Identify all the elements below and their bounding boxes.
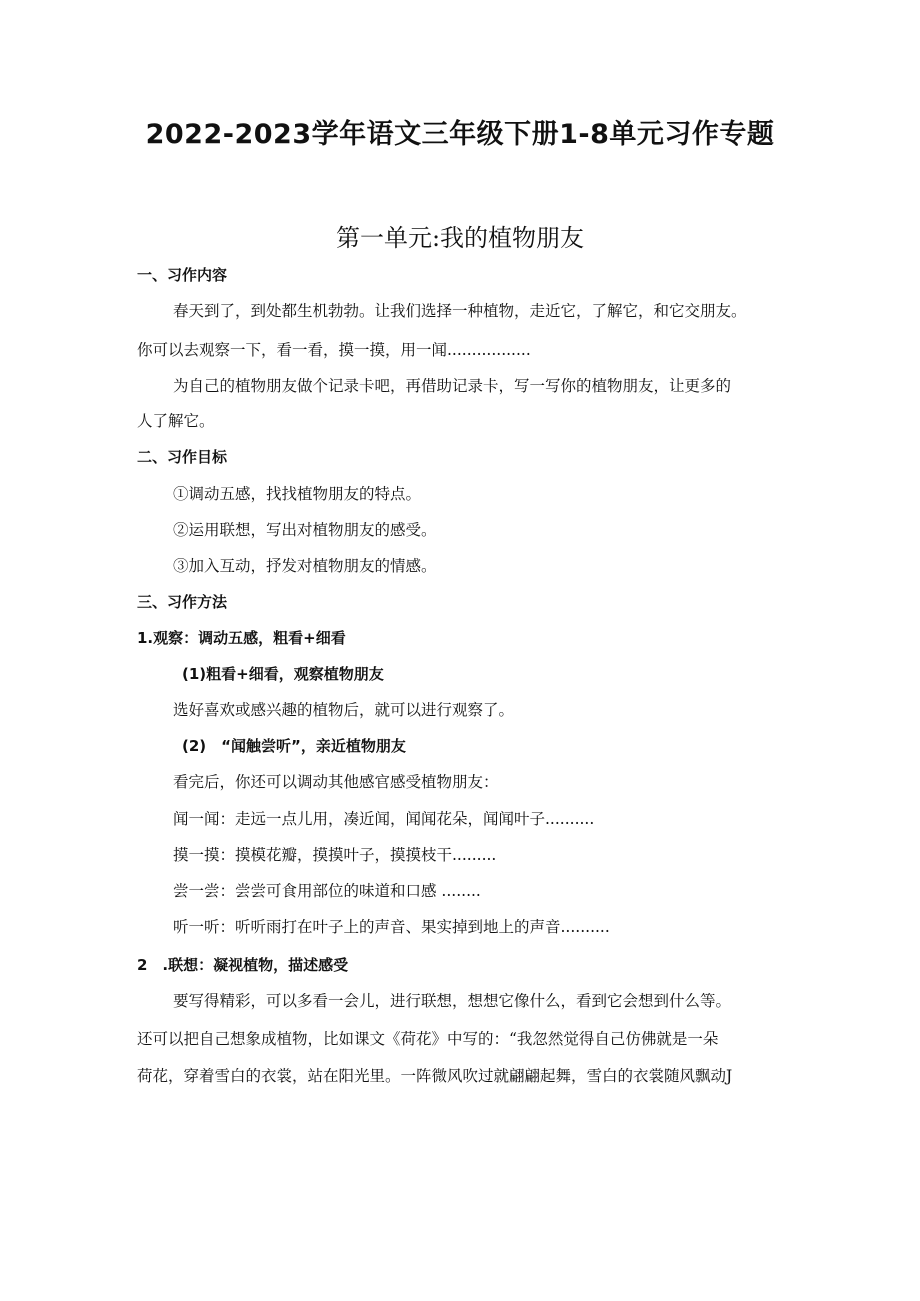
section-heading-content: 一、习作内容 bbox=[137, 266, 228, 284]
paragraph-line: 还可以把自己想象成植物，比如课文《荷花》中写的：“我忽然觉得自己仿佛就是一朵 bbox=[137, 1030, 719, 1048]
paragraph-line: 为自己的植物朋友做个记录卡吧，再借助记录卡，写一写你的植物朋友，让更多的 bbox=[173, 377, 732, 395]
paragraph-line: 春天到了，到处都生机勃勃。让我们选择一种植物，走近它，了解它，和它交朋友。 bbox=[173, 302, 747, 320]
sense-item: 尝一尝：尝尝可食用部位的味道和口感 ........ bbox=[173, 882, 481, 900]
section-heading-goals: 二、习作目标 bbox=[137, 448, 228, 466]
goal-item: ①调动五感，找找植物朋友的特点。 bbox=[173, 485, 422, 503]
method-subheading: (2) “闻触尝听”，亲近植物朋友 bbox=[182, 737, 406, 755]
goal-item: ③加入互动，抒发对植物朋友的情感。 bbox=[173, 557, 437, 575]
sense-item: 闻一闻：走远一点儿用，凑近闻，闻闻花朵，闻闻叶子.......... bbox=[173, 810, 595, 828]
method-heading: 2 .联想：凝视植物，描述感受 bbox=[137, 956, 349, 974]
paragraph-line: 人了解它。 bbox=[137, 412, 215, 430]
paragraph-line: 选好喜欢或感兴趣的植物后，就可以进行观察了。 bbox=[173, 701, 515, 719]
sense-item: 摸一摸：摸模花瓣，摸摸叶子，摸摸枝干......... bbox=[173, 846, 497, 864]
paragraph-line: 要写得精彩，可以多看一会儿，进行联想，想想它像什么，看到它会想到什么等。 bbox=[173, 992, 732, 1010]
document-title: 2022-2023学年语文三年级下册1-8单元习作专题 bbox=[145, 119, 775, 150]
goal-item: ②运用联想，写出对植物朋友的感受。 bbox=[173, 521, 437, 539]
paragraph-line: 看完后，你还可以调动其他感官感受植物朋友： bbox=[173, 773, 499, 791]
sense-item: 听一听：听听雨打在叶子上的声音、果实掉到地上的声音.......... bbox=[173, 918, 610, 936]
method-subheading: (1)粗看+细看，观察植物朋友 bbox=[182, 665, 384, 683]
paragraph-line: 荷花，穿着雪白的衣裳，站在阳光里。一阵微风吹过就翩翩起舞，雪白的衣裳随风飘动J bbox=[137, 1067, 733, 1085]
method-heading: 1.观察：调动五感，粗看+细看 bbox=[137, 629, 346, 647]
unit-title: 第一单元:我的植物朋友 bbox=[335, 224, 585, 252]
section-heading-methods: 三、习作方法 bbox=[137, 593, 228, 611]
paragraph-line: 你可以去观察一下，看一看，摸一摸，用一闻................. bbox=[137, 341, 531, 359]
